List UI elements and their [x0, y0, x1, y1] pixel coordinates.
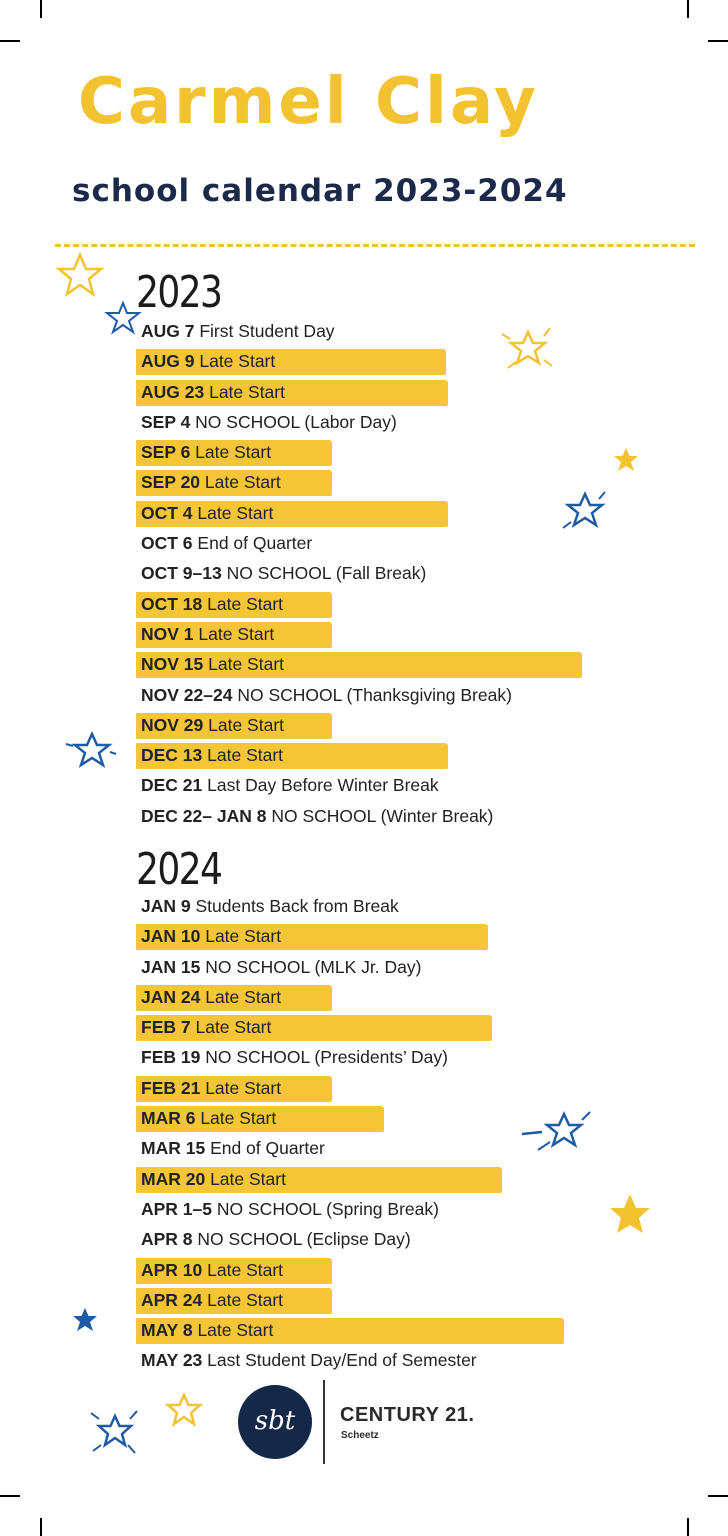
event-date: JAN 15	[141, 956, 201, 977]
event-row	[138, 891, 658, 921]
event-row	[138, 558, 658, 588]
event-date: DEC 22– JAN 8	[141, 805, 267, 826]
event-row	[138, 801, 658, 831]
event-date: NOV 1	[141, 623, 194, 644]
event-description: NO SCHOOL (MLK Jr. Day)	[205, 956, 422, 977]
star-icon	[70, 1306, 100, 1334]
event-date: APR 8	[141, 1229, 193, 1250]
event-row-late-start	[138, 1315, 658, 1345]
event-date: APR 1–5	[141, 1198, 213, 1219]
crop-mark	[40, 0, 42, 18]
event-date: DEC 13	[141, 745, 203, 766]
brand-subtitle: Scheetz	[341, 1430, 379, 1441]
event-date: FEB 19	[141, 1047, 201, 1068]
event-row-late-start	[138, 619, 658, 649]
event-description: NO SCHOOL (Eclipse Day)	[197, 1229, 411, 1250]
dashed-divider	[55, 244, 695, 247]
event-date: MAR 20	[141, 1168, 206, 1189]
event-description: Late Start	[205, 926, 282, 947]
event-row	[138, 1224, 658, 1254]
event-row-late-start	[138, 1255, 658, 1285]
event-list-2023	[138, 316, 658, 831]
star-icon	[64, 725, 120, 775]
event-description: Late Start	[204, 472, 281, 493]
event-description: Late Start	[207, 1259, 284, 1280]
crop-mark	[40, 1518, 42, 1536]
event-description: Late Start	[209, 381, 285, 402]
event-description: End of Quarter	[197, 533, 313, 554]
star-icon	[608, 1190, 652, 1238]
crop-mark	[708, 1495, 728, 1497]
event-date: SEP 20	[141, 472, 201, 493]
event-row-late-start	[138, 649, 658, 679]
event-description: NO SCHOOL (Thanksgiving Break)	[237, 684, 512, 705]
event-date: SEP 6	[141, 442, 191, 463]
event-date: AUG 23	[141, 381, 205, 402]
event-row-late-start	[138, 1073, 658, 1103]
event-date: NOV 22–24	[141, 684, 233, 705]
event-description: NO SCHOOL (Presidents’ Day)	[205, 1047, 448, 1068]
event-description: Late Start	[207, 1289, 284, 1310]
century21-logo: CENTURY 21.	[340, 1404, 475, 1426]
event-description: Late Start	[200, 1108, 277, 1129]
event-date: OCT 6	[141, 533, 193, 554]
event-date: MAR 15	[141, 1138, 206, 1159]
event-row-late-start	[138, 589, 658, 619]
event-date: NOV 15	[141, 654, 204, 675]
event-description: NO SCHOOL (Labor Day)	[195, 411, 397, 432]
event-row-late-start	[138, 1164, 658, 1194]
event-date: MAY 8	[141, 1320, 193, 1341]
star-icon	[104, 300, 142, 336]
event-description: First Student Day	[199, 321, 335, 341]
event-description: Late Start	[198, 623, 275, 644]
star-icon	[55, 250, 105, 300]
event-description: Last Student Day/End of Semester	[207, 1350, 477, 1371]
event-row	[138, 952, 658, 982]
event-row-late-start	[138, 437, 658, 467]
event-date: NOV 29	[141, 714, 204, 735]
event-row	[138, 1194, 658, 1224]
event-description: Last Day Before Winter Break	[207, 775, 439, 796]
event-row-late-start	[138, 346, 658, 376]
event-row-late-start	[138, 982, 658, 1012]
event-date: JAN 24	[141, 986, 201, 1007]
event-date: MAY 23	[141, 1350, 203, 1371]
event-row-late-start	[138, 1012, 658, 1042]
page-subtitle: school calendar 2023-2024	[72, 173, 568, 209]
event-row-late-start	[138, 710, 658, 740]
logo-divider	[323, 1380, 325, 1464]
event-row	[138, 680, 658, 710]
event-description: Late Start	[205, 986, 282, 1007]
event-description: NO SCHOOL (Fall Break)	[226, 563, 427, 584]
sbt-logo: sbt	[238, 1385, 312, 1459]
event-row-late-start	[138, 1285, 658, 1315]
event-description: Late Start	[205, 1077, 282, 1098]
year-heading-2024: 2024	[136, 844, 222, 895]
event-description: NO SCHOOL (Winter Break)	[271, 805, 494, 826]
event-date: APR 24	[141, 1289, 203, 1310]
event-description: Late Start	[208, 654, 285, 675]
crop-mark	[0, 40, 20, 42]
event-date: APR 10	[141, 1259, 203, 1280]
crop-mark	[0, 1495, 20, 1497]
event-description: Late Start	[207, 593, 284, 614]
event-date: OCT 9–13	[141, 563, 222, 584]
event-date: OCT 4	[141, 502, 193, 523]
event-date: JAN 10	[141, 926, 201, 947]
crop-mark	[687, 1518, 689, 1536]
event-description: Late Start	[207, 745, 284, 766]
event-description: Late Start	[199, 351, 276, 372]
event-date: FEB 21	[141, 1077, 201, 1098]
year-heading-2023: 2023	[136, 267, 222, 318]
event-row-late-start	[138, 921, 658, 951]
event-description: Late Start	[195, 442, 272, 463]
event-date: DEC 21	[141, 775, 203, 796]
event-description: Late Start	[195, 1017, 272, 1038]
event-date: JAN 9	[141, 896, 191, 916]
event-description: Students Back from Break	[195, 896, 399, 916]
star-icon	[518, 1105, 598, 1155]
star-icon	[88, 1404, 142, 1458]
star-icon	[496, 318, 560, 378]
event-row	[138, 407, 658, 437]
event-description: NO SCHOOL (Spring Break)	[216, 1198, 439, 1219]
event-row	[138, 770, 658, 800]
page-title: Carmel Clay	[78, 65, 539, 139]
star-icon	[612, 446, 640, 474]
event-description: Late Start	[197, 1320, 274, 1341]
star-icon	[560, 485, 610, 535]
event-date: AUG 7	[141, 321, 195, 341]
star-icon	[164, 1390, 204, 1430]
event-row	[138, 1042, 658, 1072]
crop-mark	[687, 0, 689, 18]
event-row-late-start	[138, 377, 658, 407]
event-description: Late Start	[208, 714, 285, 735]
event-description: End of Quarter	[210, 1138, 325, 1159]
event-row	[138, 1345, 658, 1375]
event-date: OCT 18	[141, 593, 203, 614]
crop-mark	[708, 40, 728, 42]
event-date: MAR 6	[141, 1108, 196, 1129]
event-row-late-start	[138, 740, 658, 770]
event-date: FEB 7	[141, 1017, 191, 1038]
event-description: Late Start	[210, 1168, 286, 1189]
event-date: SEP 4	[141, 411, 191, 432]
event-date: AUG 9	[141, 351, 195, 372]
event-row	[138, 316, 658, 346]
event-description: Late Start	[197, 502, 274, 523]
